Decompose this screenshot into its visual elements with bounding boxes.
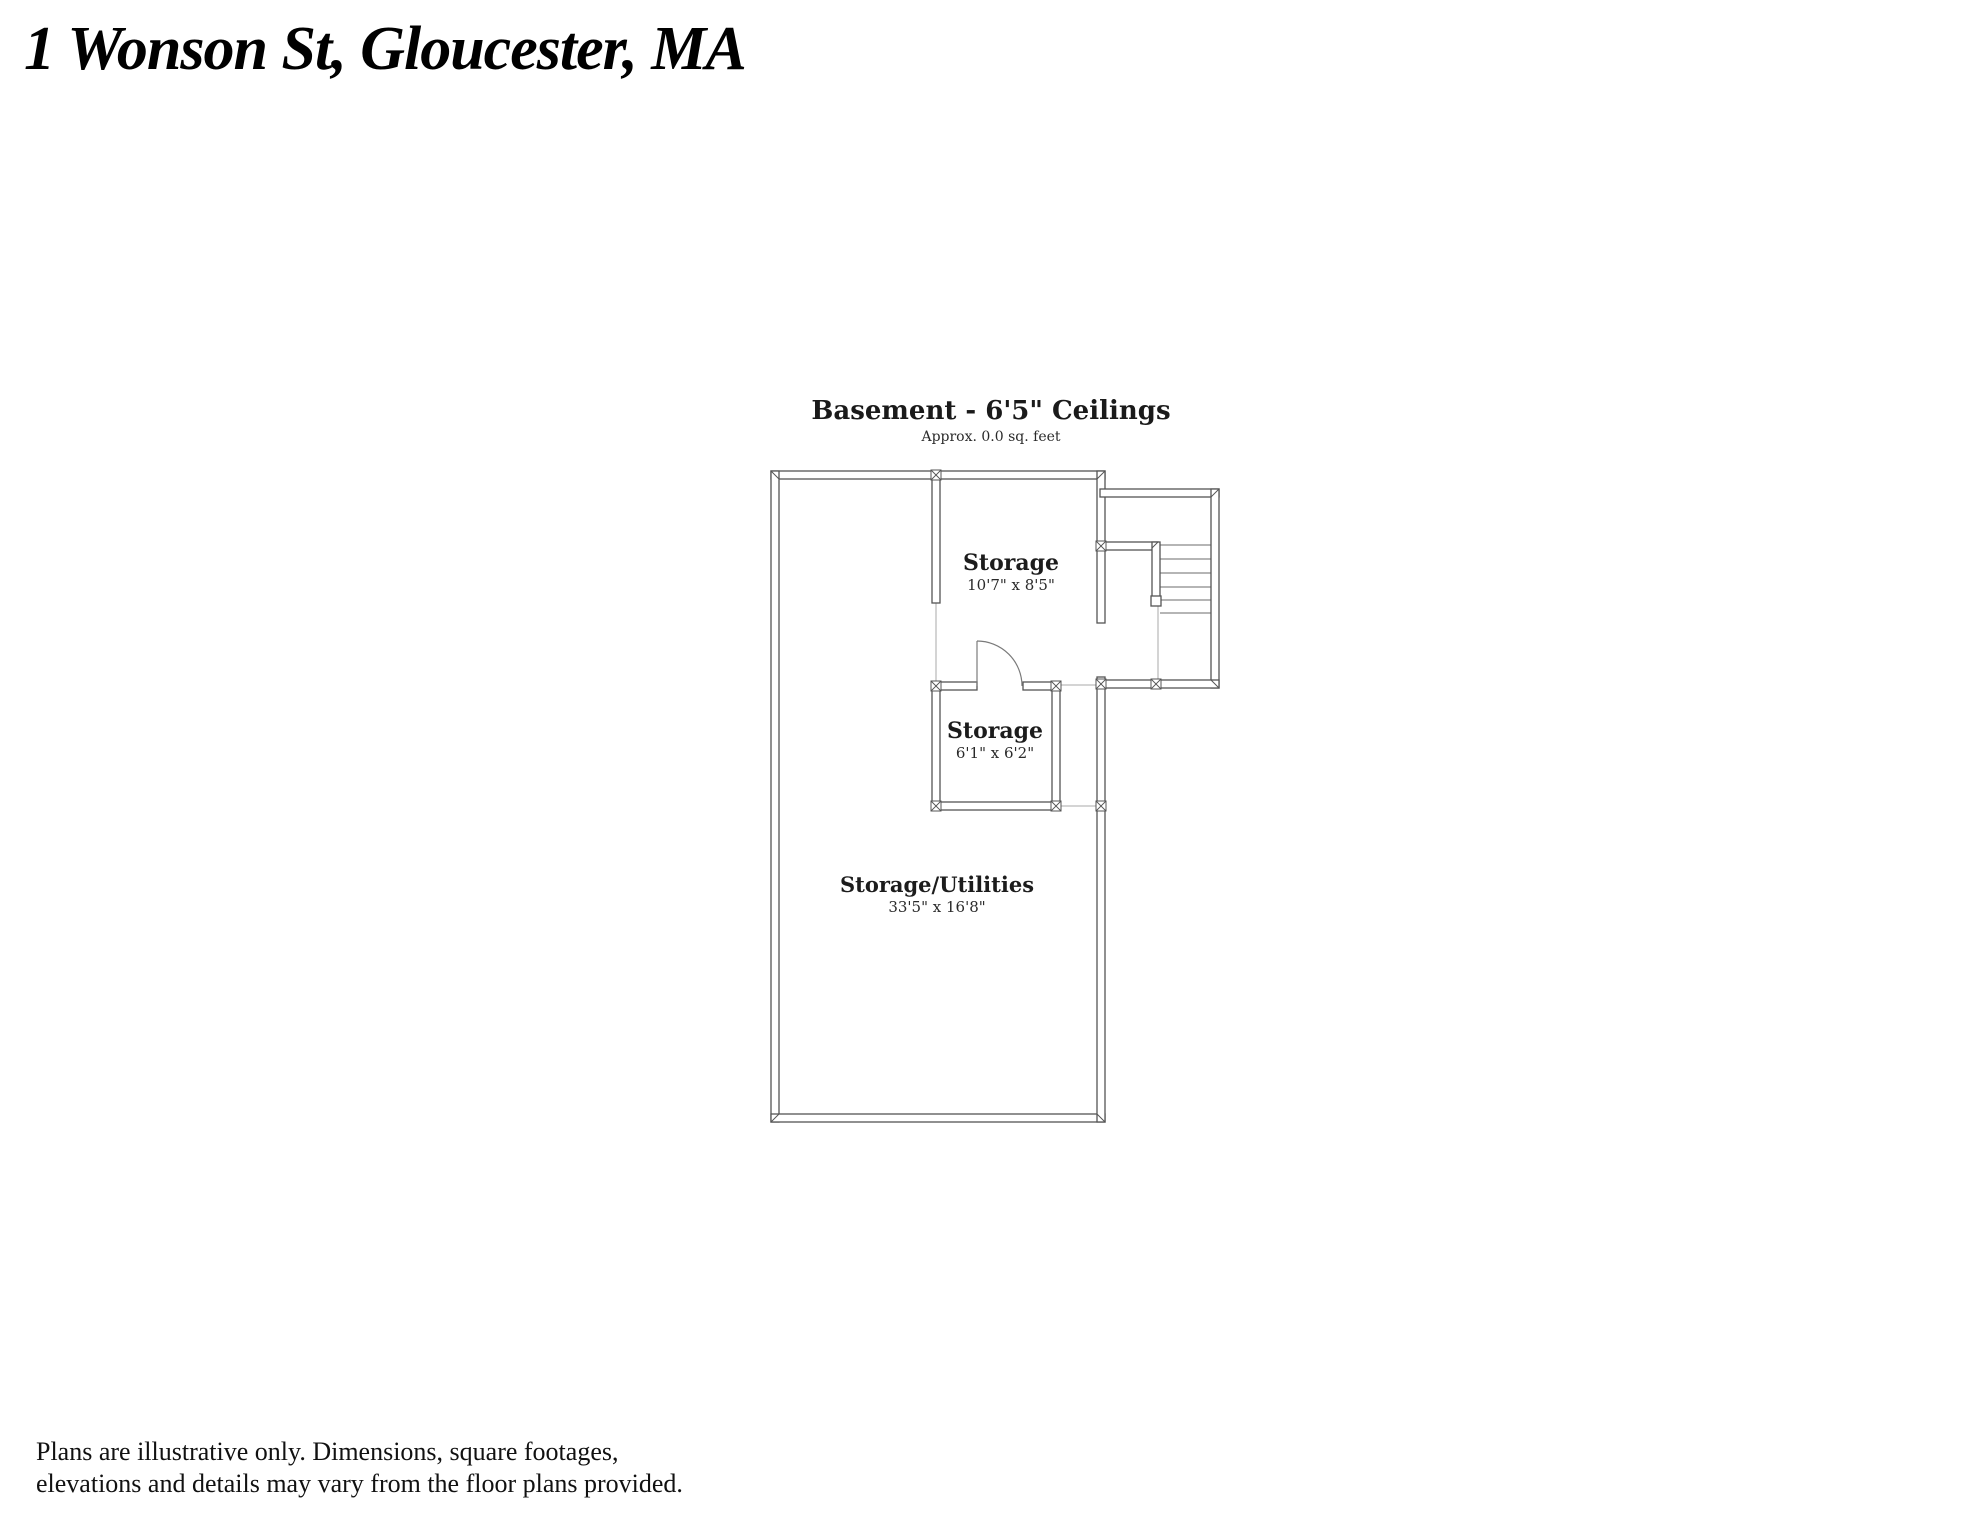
wall-stair-top: [1100, 489, 1219, 497]
wall-main-right-lower: [1097, 677, 1105, 1122]
room-label-storage-small: Storage: [947, 718, 1043, 744]
wall-divider: [932, 471, 940, 603]
wall-smallstore-bottom: [932, 802, 1060, 810]
wall-main-bottom: [771, 1114, 1105, 1122]
room-labels: [840, 550, 1059, 916]
wall-main-left: [771, 471, 779, 1122]
disclaimer-line-1: Plans are illustrative only. Dimensions, square footages,: [36, 1437, 619, 1466]
page-title: 1 Wonson St, Gloucester, MA: [24, 15, 746, 83]
floor-plan: [755, 388, 1235, 1140]
plan-title: Basement - 6'5" Ceilings: [811, 396, 1171, 426]
room-label-storage-top: Storage: [963, 550, 1059, 576]
stair-newel-post: [1151, 596, 1161, 606]
room-dims-storage-utilities: 33'5" x 16'8": [888, 898, 986, 916]
wall-smallstore-right: [1052, 682, 1060, 810]
wall-stair-landing: [1105, 542, 1158, 550]
wall-smallstore-left: [932, 682, 940, 810]
wall-stair-right: [1211, 489, 1219, 688]
wall-stair-rail: [1152, 542, 1160, 599]
staircase: [1160, 545, 1211, 613]
opening-lines: [936, 599, 1158, 806]
disclaimer: [36, 1436, 683, 1500]
room-label-storage-utilities: Storage/Utilities: [839, 872, 1035, 897]
plan-subtitle: Approx. 0.0 sq. feet: [921, 429, 1061, 445]
door-swing: [977, 641, 1022, 686]
room-dims-storage-top: 10'7" x 8'5": [967, 576, 1055, 594]
room-dims-storage-small: 6'1" x 6'2": [955, 744, 1035, 762]
disclaimer-line-2: elevations and details may vary from the floor plans provided.: [36, 1469, 683, 1498]
